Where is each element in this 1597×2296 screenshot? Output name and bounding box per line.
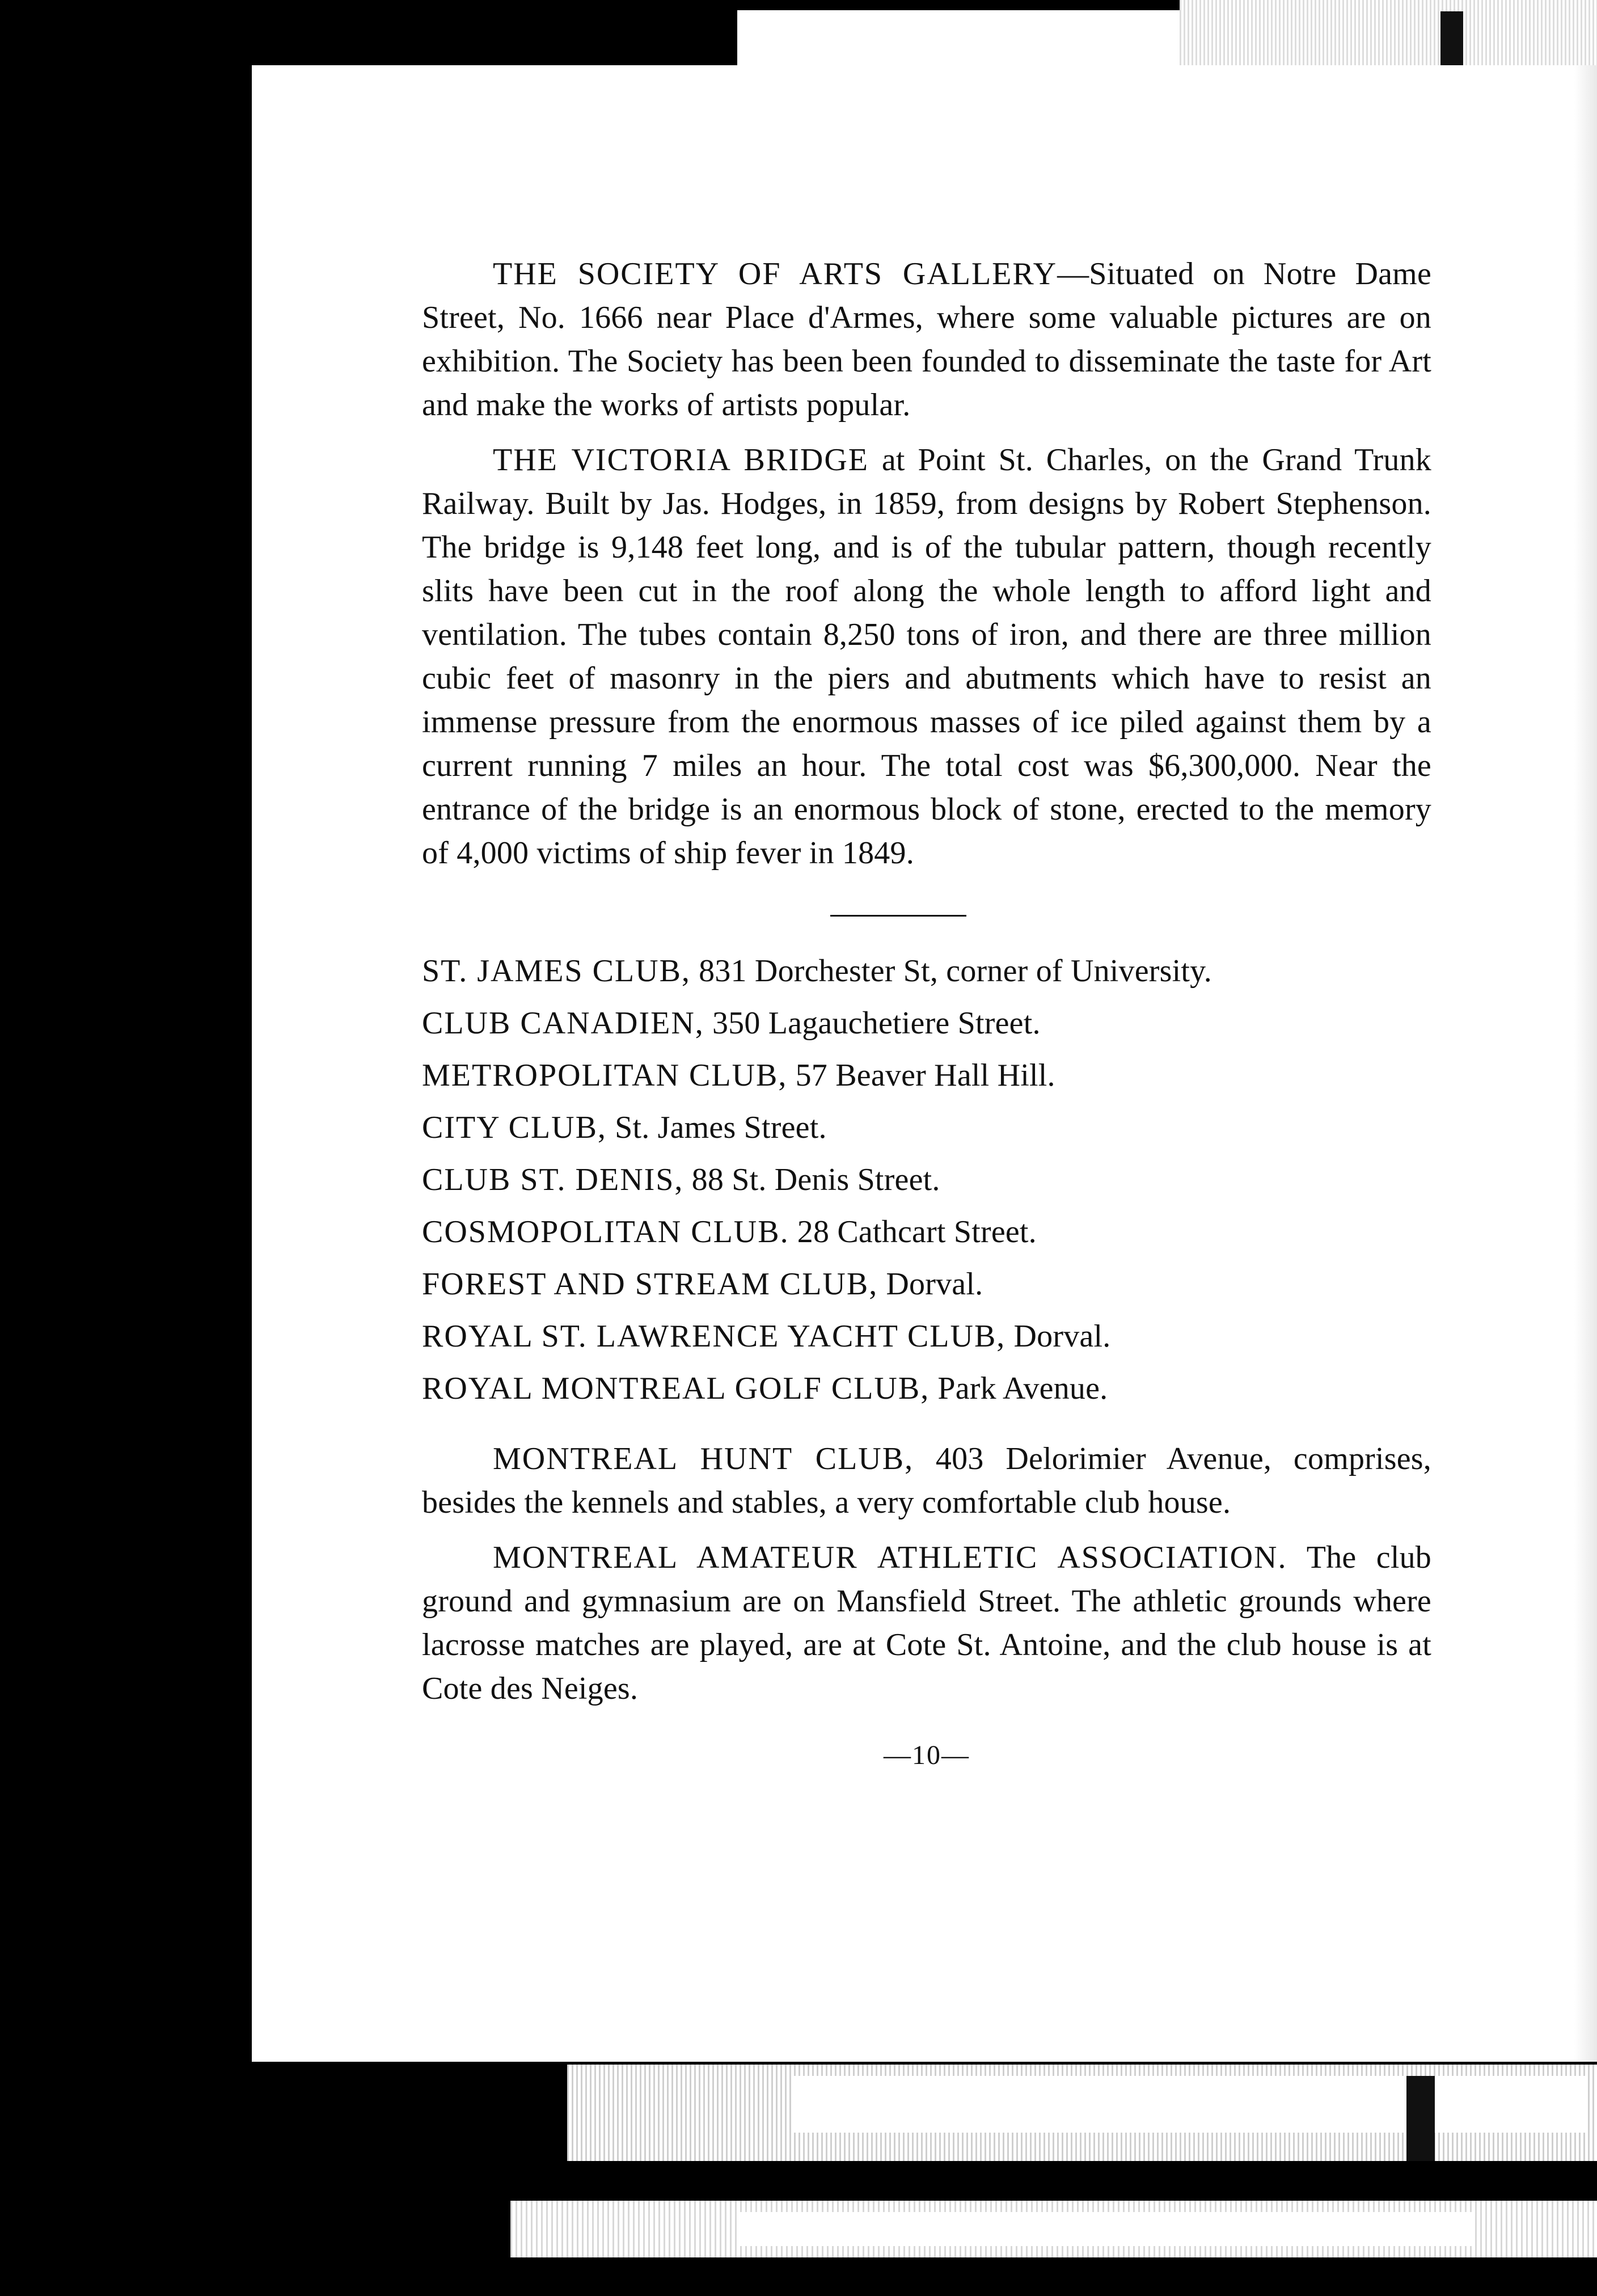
book-spine-bottom [1406, 2076, 1435, 2161]
club-address: 350 Lagauchetiere Street. [704, 1006, 1041, 1041]
hunt-club-paragraph [422, 1437, 1431, 1525]
club-list-item [422, 1310, 1431, 1362]
club-list-item [422, 945, 1431, 997]
victoria-bridge-heading: THE VICTORIA BRIDGE [493, 442, 869, 478]
scan-background-bottom-lower-inner [737, 2212, 1475, 2246]
club-address: St. James Street. [606, 1110, 827, 1145]
club-name: CITY CLUB, [422, 1110, 607, 1145]
page-edge-shadow [1574, 65, 1597, 2062]
page-text [422, 252, 1431, 1777]
page-number: —10— [884, 1740, 970, 1770]
club-address: 88 St. Denis Street. [683, 1162, 940, 1197]
society-of-arts-body: —Situated on Notre Dame Street, No. 1666 near Place d'Armes, where some valuable pictures are on exhibition. The Society has been been founded to disseminate the taste for Art and make the works of artists popular. [422, 256, 1432, 423]
club-address: 28 Cathcart Street. [789, 1214, 1037, 1250]
club-list-item [422, 1101, 1431, 1154]
club-list [422, 945, 1431, 1415]
victoria-bridge-paragraph [422, 438, 1431, 875]
scan-background-bottom-inner [794, 2076, 1588, 2133]
athletic-association-body: The club ground and gymnasium are on Mansfield Street. The athletic grounds where lacrosse matches are played, are at Cote St. Antoine, and the club house is at Cote des Neiges. [422, 1540, 1431, 1706]
club-address: 57 Beaver Hall Hill. [787, 1058, 1055, 1093]
club-list-item [422, 1206, 1431, 1258]
club-address: Dorval. [1005, 1319, 1111, 1354]
club-list-item [422, 1258, 1431, 1310]
hunt-club-heading: MONTREAL HUNT CLUB, [493, 1441, 914, 1476]
hunt-club-body: 403 Delorimier Avenue, comprises, besides the kennels and stables, a very comfortable club house. [422, 1441, 1431, 1520]
club-name: ST. JAMES CLUB, [422, 953, 691, 989]
section-divider [830, 915, 966, 917]
club-name: COSMOPOLITAN CLUB. [422, 1214, 789, 1250]
club-name: CLUB ST. DENIS, [422, 1162, 684, 1197]
society-of-arts-heading: THE SOCIETY OF ARTS GALLERY [493, 256, 1058, 292]
club-address: Dorval. [878, 1267, 983, 1302]
club-name: FOREST AND STREAM CLUB, [422, 1267, 878, 1302]
club-name: CLUB CANADIEN, [422, 1006, 704, 1041]
club-name: ROYAL MONTREAL GOLF CLUB, [422, 1371, 930, 1406]
club-name: ROYAL ST. LAWRENCE YACHT CLUB, [422, 1319, 1006, 1354]
club-list-item [422, 1362, 1431, 1415]
club-list-item [422, 1154, 1431, 1206]
club-address: Park Avenue. [930, 1371, 1108, 1406]
club-address: 831 Dorchester St, corner of University. [690, 953, 1212, 989]
club-list-item [422, 997, 1431, 1049]
club-list-item [422, 1049, 1431, 1101]
victoria-bridge-body: at Point St. Charles, on the Grand Trunk Railway. Built by Jas. Hodges, in 1859, from designs by Robert Stephenson. The bridge is 9,148 feet long, and is of the tubular pattern, though recently slits have been cut in the roof along the whole length to afford light and ventilation. The tubes contain 8,250 tons of iron, and there are three million cubic feet of masonry in the piers and abutments which have to resist an immense pressure from the enormous masses of ice piled against them by a current running 7 miles an hour. The total cost was $6,300,000. Near the entrance of the bridge is an enormous block of stone, erected to the memory of 4,000 victims of ship fever in 1849. [422, 442, 1431, 871]
society-of-arts-paragraph [422, 252, 1431, 427]
athletic-association-heading: MONTREAL AMATEUR ATHLETIC ASSOCIATION. [493, 1540, 1287, 1575]
club-name: METROPOLITAN CLUB, [422, 1058, 788, 1093]
document-page [252, 65, 1597, 2062]
athletic-association-paragraph [422, 1536, 1431, 1711]
